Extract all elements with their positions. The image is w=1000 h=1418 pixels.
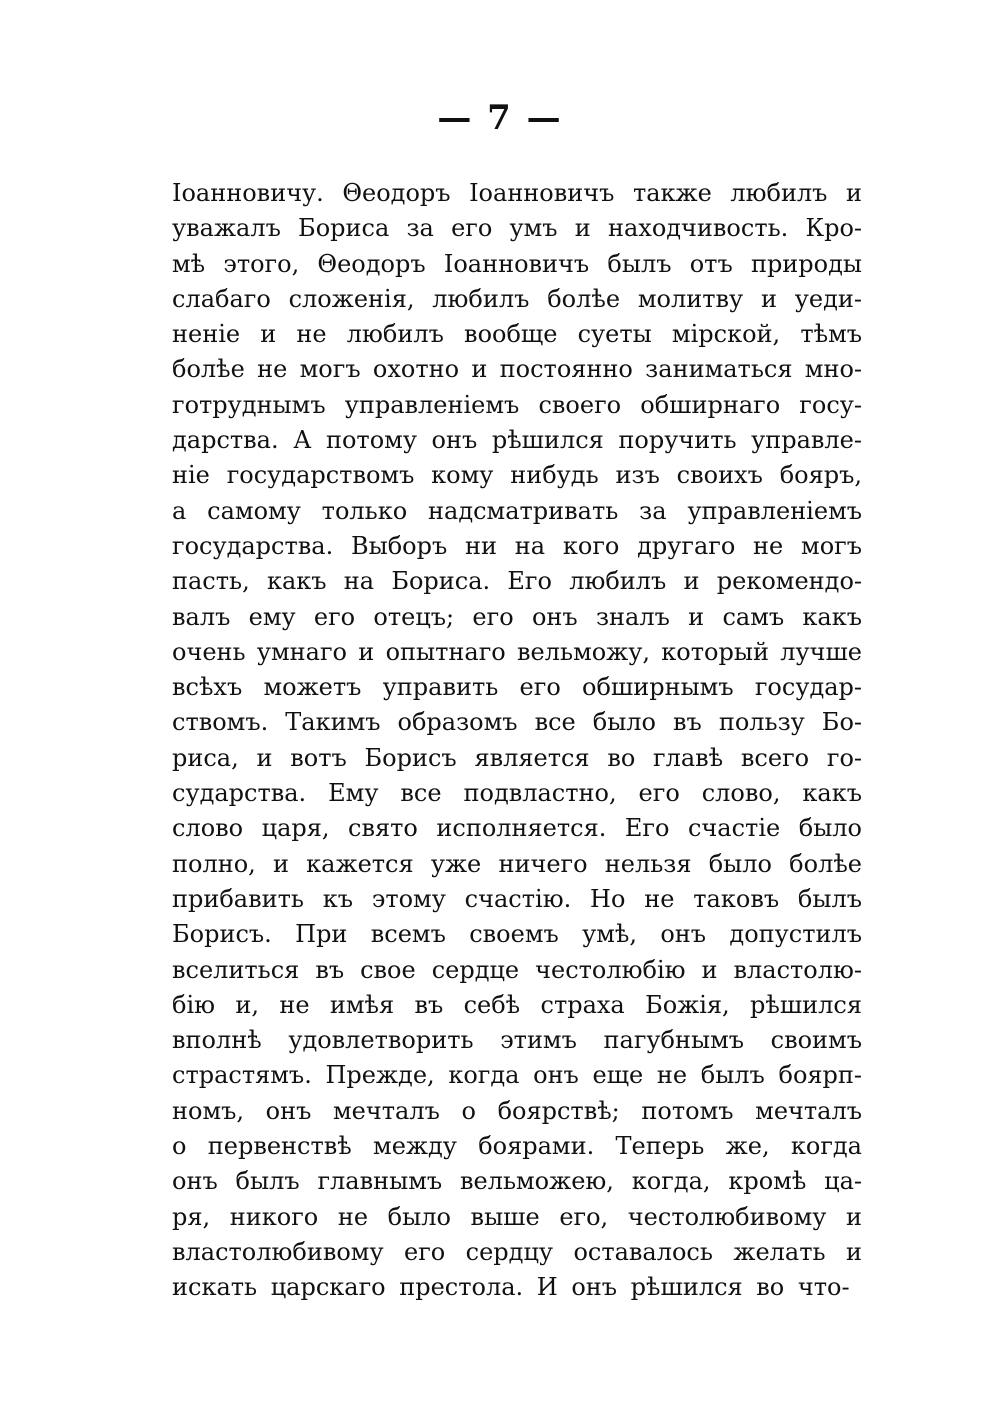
text-line: полно, и кажется уже ничего нельзя было болѣе: [172, 849, 862, 878]
page-number: — 7 —: [437, 98, 563, 138]
text-line: ніе государствомъ кому нибудь изъ своихъ бояръ,: [172, 461, 862, 490]
text-line: неніе и не любилъ вообще суеты мірской, тѣмъ: [172, 320, 862, 349]
text-line: всѣхъ можетъ управить его обширнымъ государ-: [172, 673, 862, 702]
text-line: бію и, не имѣя въ себѣ страха Божія, рѣшился: [172, 990, 862, 1019]
text-line: властолюбивому его сердцу оставалось желать и: [172, 1237, 862, 1266]
text-line: искать царскаго престола. И онъ рѣшился во что-: [172, 1273, 850, 1302]
text-line: ствомъ. Такимъ образомъ все было въ пользу Бо-: [172, 708, 862, 737]
text-line: а самому только надсматривать за управленіемъ: [172, 496, 862, 525]
text-line: Іоанновичу. Θеодоръ Іоанновичъ также любилъ и: [172, 179, 862, 207]
text-line: страстямъ. Прежде, когда онъ еще не былъ боярп-: [172, 1061, 862, 1090]
text-line: дарства. А потому онъ рѣшился поручить управле-: [172, 426, 862, 455]
text-line: сударства. Ему все подвластно, его слово, какъ: [172, 779, 862, 808]
text-line: онъ былъ главнымъ вельможею, когда, кромѣ ца-: [172, 1167, 862, 1196]
text-line: слово царя, свято исполняется. Его счастіе было: [172, 814, 862, 843]
text-line: мѣ этого, Θеодоръ Іоанновичъ былъ отъ природы: [172, 249, 862, 278]
text-line: ря, никого не было выше его, честолюбивому и: [172, 1202, 862, 1231]
text-line: риса, и вотъ Борисъ является во главѣ всего го-: [172, 743, 862, 772]
text-line: Борисъ. При всемъ своемъ умѣ, онъ допустилъ: [172, 920, 862, 949]
text-line: болѣе не могъ охотно и постоянно заниматься мно-: [172, 355, 862, 384]
text-line: слабаго сложенія, любилъ болѣе молитву и уеди-: [172, 284, 862, 313]
text-line: государства. Выборъ ни на кого другаго не могъ: [172, 531, 862, 560]
text-line: пасть, какъ на Бориса. Его любилъ и рекомендо-: [172, 567, 862, 596]
text-line: уважалъ Бориса за его умъ и находчивость. Кро-: [172, 214, 862, 243]
body-text: [172, 176, 862, 1306]
text-line: номъ, онъ мечталъ о боярствѣ; потомъ мечталъ: [172, 1096, 862, 1125]
text-line: о первенствѣ между боярами. Теперь же, когда: [172, 1132, 862, 1161]
text-line: валъ ему его отецъ; его онъ зналъ и самъ какъ: [172, 602, 862, 631]
text-line: готруднымъ управленіемъ своего обширнаго госу-: [172, 390, 862, 419]
text-line: прибавить къ этому счастію. Но не таковъ былъ: [172, 884, 862, 913]
text-line: вполнѣ удовлетворить этимъ пагубнымъ своимъ: [172, 1026, 862, 1055]
text-line: вселиться въ свое сердце честолюбію и властолю-: [172, 955, 862, 984]
text-line: очень умнаго и опытнаго вельможу, который лучше: [172, 637, 862, 666]
